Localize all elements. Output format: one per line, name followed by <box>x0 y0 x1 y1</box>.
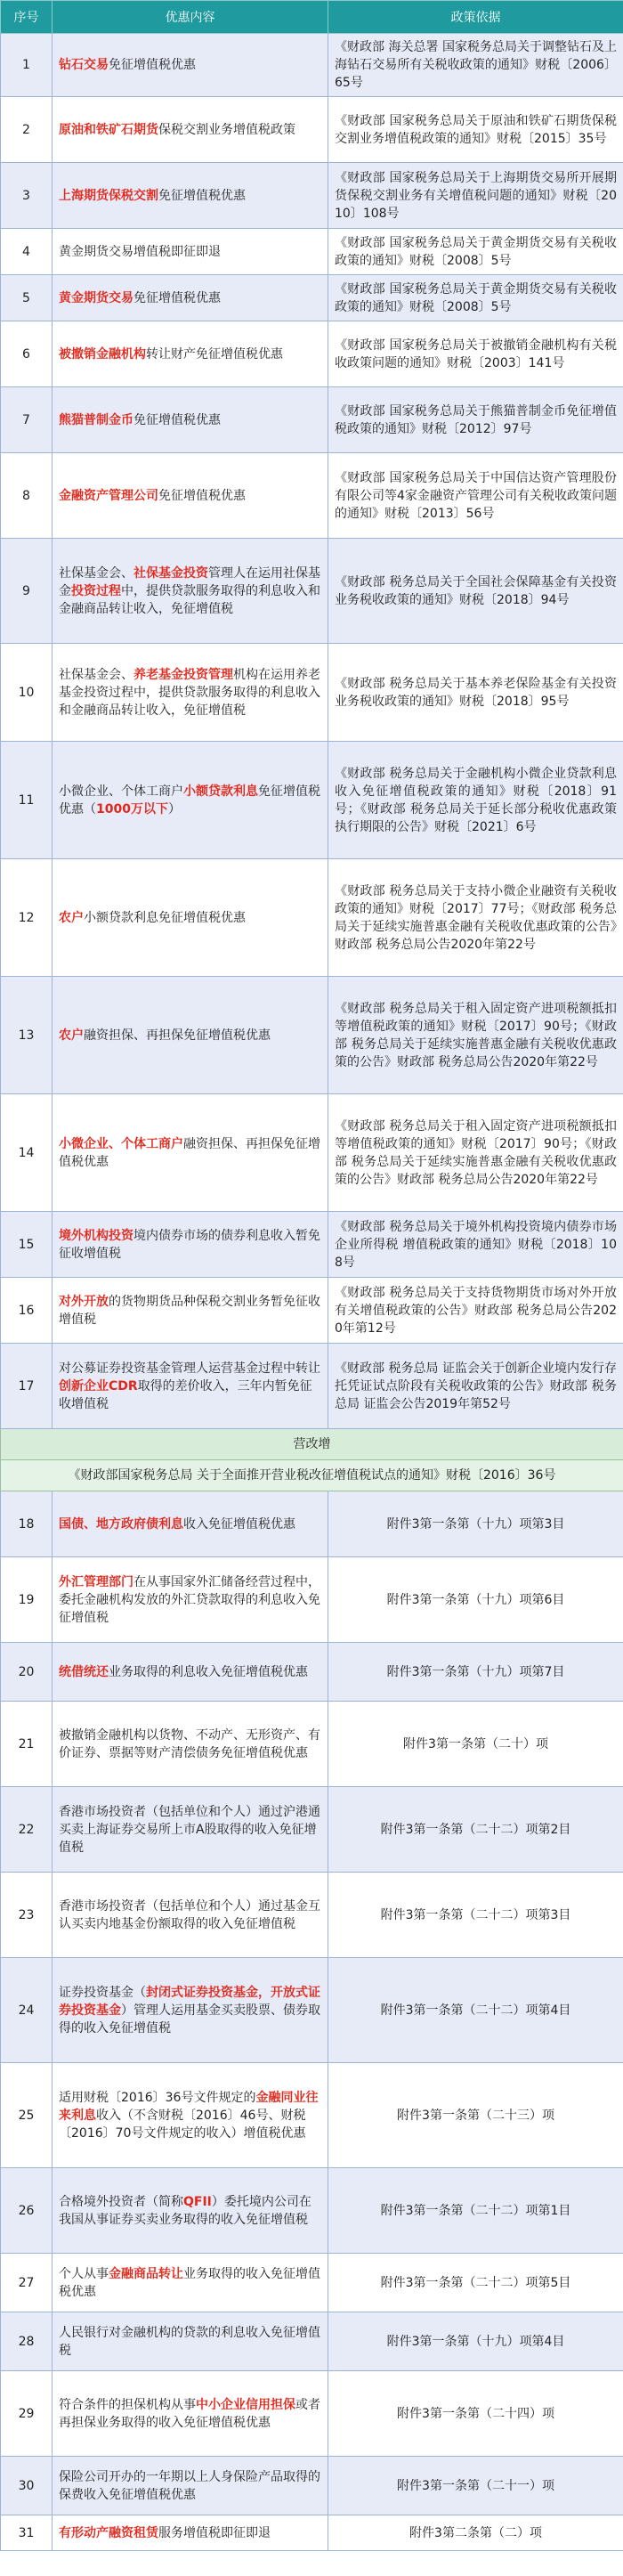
table-row <box>1 977 623 1094</box>
highlighted-text: 熊猫普制金币 <box>59 412 134 427</box>
highlighted-text: 投资过程 <box>71 583 121 598</box>
row-number: 25 <box>1 2063 53 2168</box>
table-row <box>1 859 623 977</box>
table-row <box>1 2371 623 2457</box>
section-title-row <box>1 1429 623 1460</box>
row-policy-basis: 附件3第一条第（二十）项 <box>328 1702 623 1787</box>
content-text: 黄金期货交易增值税即征即退 <box>59 244 221 259</box>
content-text: 香港市场投资者（包括单位和个人）通过基金互认买卖内地基金份额取得的收入免征增值税 <box>59 1898 320 1931</box>
highlighted-text: 统借统还 <box>59 1664 109 1679</box>
highlighted-text: 被撤销金融机构 <box>59 346 146 362</box>
highlighted-text: 黄金期货交易 <box>59 290 134 305</box>
row-policy-basis: 《财政部 海关总署 国家税务总局关于调整钻石及上海钻石交易所有关税收政策的通知》财税〔2006〕65号 <box>328 34 623 97</box>
content-text: 小额贷款利息免征增值税优惠 <box>84 910 246 925</box>
row-content <box>53 2254 328 2312</box>
row-number: 5 <box>1 275 53 321</box>
row-content <box>53 34 328 97</box>
content-text: 业务取得的收入免征增值税优惠 <box>59 2266 320 2299</box>
row-number: 29 <box>1 2371 53 2457</box>
row-policy-basis: 《财政部 国家税务总局关于上海期货交易所开展期货保税交割业务有关增值税问题的通知》财税〔2010〕108号 <box>328 163 623 229</box>
row-policy-basis: 《财政部 国家税务总局关于黄金期货交易有关税收政策的通知》财税〔2008〕5号 <box>328 275 623 321</box>
row-number: 20 <box>1 1643 53 1702</box>
row-content <box>53 1094 328 1212</box>
content-text: 保税交割业务增值税政策 <box>158 122 295 137</box>
header-content: 优惠内容 <box>53 1 328 34</box>
content-text: 收入免征增值税优惠 <box>183 1516 295 1532</box>
content-text: 融资担保、再担保免征增值税优惠 <box>84 1028 271 1043</box>
row-content <box>53 275 328 321</box>
row-content <box>53 644 328 742</box>
row-policy-basis: 《财政部 税务总局 证监会关于创新企业境内发行存托凭证试点阶段有关税收政策的公告》财政部 税务总局 证监会公告2019年第52号 <box>328 1344 623 1429</box>
row-number: 7 <box>1 387 53 453</box>
row-policy-basis: 《财政部 税务总局关于基本养老保险基金有关投资业务税收政策的通知》财税〔2018〕95号 <box>328 644 623 742</box>
row-content <box>53 229 328 275</box>
row-content <box>53 321 328 387</box>
row-number: 4 <box>1 229 53 275</box>
table-row <box>1 1094 623 1212</box>
row-number: 22 <box>1 1787 53 1873</box>
row-policy-basis: 《财政部 国家税务总局关于黄金期货交易有关税收政策的通知》财税〔2008〕5号 <box>328 229 623 275</box>
content-text: 免征增值税优惠 <box>158 488 246 503</box>
row-policy-basis: 《财政部 税务总局关于全国社会保障基金有关投资业务税收政策的通知》财税〔2018〕94号 <box>328 539 623 644</box>
row-policy-basis: 附件3第一条第（二十二）项第3目 <box>328 1873 623 1958</box>
content-text: ）管理人运用基金买卖股票、债券取得的收入免征增值税 <box>59 2003 320 2036</box>
highlighted-text: 金融同业往来利息 <box>59 2090 319 2123</box>
row-content <box>53 1787 328 1873</box>
content-text: 免征增值税优惠 <box>134 290 221 305</box>
content-text: 小微企业、个体工商户 <box>59 784 183 799</box>
highlighted-text: 国债、地方政府债利息 <box>59 1516 183 1532</box>
row-policy-basis: 《财政部 国家税务总局关于熊猫普制金币免征增值税政策的通知》财税〔2012〕97号 <box>328 387 623 453</box>
row-number: 27 <box>1 2254 53 2312</box>
row-number: 9 <box>1 539 53 644</box>
table-row <box>1 387 623 453</box>
content-text: 被撤销金融机构以货物、不动产、无形资产、有价证券、票据等财产清偿债务免征增值税优惠 <box>59 1727 320 1760</box>
row-content <box>53 387 328 453</box>
content-text: 合格境外投资者（简称 <box>59 2194 183 2209</box>
row-policy-basis: 附件3第一条第（二十三）项 <box>328 2063 623 2168</box>
table-body-group-1 <box>1 34 623 1429</box>
highlighted-text: 封闭式证券投资基金，开放式证券投资基金 <box>59 1985 320 2018</box>
row-content <box>53 977 328 1094</box>
content-text: 的货物期货品种保税交割业务暂免征收增值税 <box>59 1294 320 1327</box>
content-text: 香港市场投资者（包括单位和个人）通过沪港通买卖上海证券交易所上市A股取得的收入免征增值税 <box>59 1804 320 1855</box>
highlighted-text: 对外开放 <box>59 1294 109 1309</box>
highlighted-text: QFII <box>183 2194 212 2209</box>
table-row <box>1 1702 623 1787</box>
content-text: 免征增值税优惠 <box>158 188 246 203</box>
content-text: 中，提供贷款服务取得的利息收入和金融商品转让收入，免征增值税 <box>59 583 320 616</box>
content-text: 人民银行对金融机构的贷款的利息收入免征增值税 <box>59 2325 320 2358</box>
table-row <box>1 1787 623 1873</box>
table-row <box>1 97 623 163</box>
row-content <box>53 2457 328 2515</box>
highlighted-text: 外汇管理部门 <box>59 1574 134 1589</box>
row-content <box>53 742 328 859</box>
content-text: 符合条件的担保机构从事 <box>59 2397 196 2412</box>
row-policy-basis: 《财政部 国家税务总局关于原油和铁矿石期货保税交割业务增值税政策的通知》财税〔2015〕35号 <box>328 97 623 163</box>
row-policy-basis: 附件3第一条第（二十二）项第4目 <box>328 1958 623 2063</box>
highlighted-text: 小微企业、个体工商户 <box>59 1136 183 1151</box>
content-text: 适用财税〔2016〕36号文件规定的 <box>59 2090 256 2105</box>
table-row <box>1 2168 623 2254</box>
row-content <box>53 2168 328 2254</box>
row-number: 12 <box>1 859 53 977</box>
table-row <box>1 1873 623 1958</box>
row-policy-basis: 《财政部 税务总局关于租入固定资产进项税额抵扣等增值税政策的通知》财税〔2017〕90号；《财政部 税务总局关于延续实施普惠金融有关税收优惠政策的公告》财政部 税务总局公告2020年第22号 <box>328 1094 623 1212</box>
row-number: 1 <box>1 34 53 97</box>
row-number: 6 <box>1 321 53 387</box>
content-text: 在从事国家外汇储备经营过程中，委托金融机构发放的外汇贷款取得的利息收入免征增值税 <box>59 1574 320 1625</box>
row-number: 28 <box>1 2312 53 2371</box>
row-policy-basis: 附件3第一条第（十九）项第6目 <box>328 1557 623 1643</box>
table-row <box>1 1491 623 1557</box>
section-block <box>1 1429 623 1491</box>
content-text: 保险公司开办的一年期以上人身保险产品取得的保费收入免征增值税优惠 <box>59 2469 320 2502</box>
row-number: 3 <box>1 163 53 229</box>
row-content <box>53 1278 328 1344</box>
table-row <box>1 1212 623 1278</box>
row-policy-basis: 附件3第一条第（十九）项第4目 <box>328 2312 623 2371</box>
content-text: 社保基金会、 <box>59 667 134 682</box>
row-content <box>53 453 328 539</box>
table-row <box>1 275 623 321</box>
content-text: 转让财产免征增值税优惠 <box>146 346 283 362</box>
row-policy-basis: 《财政部 税务总局关于支持货物期货市场对外开放有关增值税政策的公告》财政部 税务总局公告2020年第12号 <box>328 1278 623 1344</box>
row-number: 24 <box>1 1958 53 2063</box>
content-text: 免征增值税优惠（ <box>59 784 320 817</box>
table-row <box>1 321 623 387</box>
row-content <box>53 2312 328 2371</box>
row-number: 31 <box>1 2515 53 2551</box>
table-body-group-2 <box>1 1491 623 2551</box>
table-row <box>1 229 623 275</box>
row-policy-basis: 《财政部 税务总局关于支持小微企业融资有关税收政策的通知》财税〔2017〕77号；《财政部 税务总局关于延续实施普惠金融有关税收优惠政策的公告》财政部 税务总局公告2020年第22号 <box>328 859 623 977</box>
table-row <box>1 1344 623 1429</box>
content-text: 管理人在运用社保基金 <box>59 565 320 598</box>
highlighted-text: 金融商品转让 <box>109 2266 183 2281</box>
table-row <box>1 1557 623 1643</box>
row-content <box>53 1958 328 2063</box>
table-row <box>1 2312 623 2371</box>
highlighted-text: 农户 <box>59 910 84 925</box>
row-policy-basis: 附件3第一条第（二十二）项第2目 <box>328 1787 623 1873</box>
content-text: 机构在运用养老基金投资过程中，提供贷款服务取得的利息收入和金融商品转让收入，免征增值税 <box>59 667 320 718</box>
row-content <box>53 1643 328 1702</box>
row-number: 18 <box>1 1491 53 1557</box>
row-number: 15 <box>1 1212 53 1278</box>
row-policy-basis: 附件3第一条第（二十四）项 <box>328 2371 623 2457</box>
highlighted-text: 钻石交易 <box>59 58 109 72</box>
table-row <box>1 1958 623 2063</box>
section-title: 营改增 <box>1 1429 623 1460</box>
row-policy-basis: 附件3第一条第（二十二）项第5目 <box>328 2254 623 2312</box>
row-policy-basis: 《财政部 税务总局关于金融机构小微企业贷款利息收入免征增值税政策的通知》财税〔2018〕91号；《财政部 税务总局关于延长部分税收优惠政策执行期限的公告》财税〔2021〕6号 <box>328 742 623 859</box>
row-number: 16 <box>1 1278 53 1344</box>
row-content <box>53 1212 328 1278</box>
row-number: 30 <box>1 2457 53 2515</box>
row-policy-basis: 附件3第二条第（二）项 <box>328 2515 623 2551</box>
row-policy-basis: 《财政部 税务总局关于境外机构投资境内债券市场企业所得税 增值税政策的通知》财税〔2018〕108号 <box>328 1212 623 1278</box>
table-row <box>1 2063 623 2168</box>
table-row <box>1 34 623 97</box>
row-content <box>53 2515 328 2551</box>
section-basis: 《财政部国家税务总局 关于全面推开营业税改征增值税试点的通知》财税〔2016〕36号 <box>1 1460 623 1491</box>
highlighted-text: 社保基金投资 <box>134 565 208 581</box>
content-text: 免征增值税优惠 <box>109 58 196 72</box>
row-number: 21 <box>1 1702 53 1787</box>
content-text: 境内债券市场的债券利息收入暂免征收增值税 <box>59 1228 320 1261</box>
content-text: 对公募证券投资基金管理人运营基金过程中转让 <box>59 1361 320 1376</box>
content-text: 取得的差价收入，三年内暂免征收增值税 <box>59 1378 312 1411</box>
table-row <box>1 2457 623 2515</box>
row-number: 8 <box>1 453 53 539</box>
row-content <box>53 2063 328 2168</box>
row-policy-basis: 附件3第一条第（二十二）项第1目 <box>328 2168 623 2254</box>
row-content <box>53 1557 328 1643</box>
header-number: 序号 <box>1 1 53 34</box>
row-number: 26 <box>1 2168 53 2254</box>
content-text: 融资担保、再担保免征增值税优惠 <box>59 1136 320 1169</box>
row-content <box>53 1491 328 1557</box>
row-number: 10 <box>1 644 53 742</box>
highlighted-text: 小额贷款利息 <box>183 784 258 799</box>
row-number: 19 <box>1 1557 53 1643</box>
highlighted-text: 创新企业CDR <box>59 1378 138 1394</box>
table-row <box>1 2515 623 2551</box>
row-policy-basis: 附件3第一条第（十九）项第3目 <box>328 1491 623 1557</box>
content-text: 社保基金会、 <box>59 565 134 581</box>
content-text: 或者再担保业务取得的收入免征增值税优惠 <box>59 2397 320 2430</box>
content-text: ） <box>167 801 181 817</box>
table-row <box>1 453 623 539</box>
header-basis: 政策依据 <box>328 1 623 34</box>
content-text: 免征增值税优惠 <box>134 412 221 427</box>
section-basis-row <box>1 1460 623 1491</box>
row-content <box>53 539 328 644</box>
content-text: ）委托境内公司在我国从事证券买卖业务取得的收入免征增值税 <box>59 2194 312 2227</box>
highlighted-text: 农户 <box>59 1028 84 1043</box>
highlighted-text: 养老基金投资管理 <box>134 667 233 682</box>
content-text: 个人从事 <box>59 2266 109 2281</box>
highlighted-text: 境外机构投资 <box>59 1228 134 1243</box>
highlighted-text: 1000万以下 <box>96 801 168 817</box>
highlighted-text: 有形动产融资租赁 <box>59 2525 158 2540</box>
row-number: 23 <box>1 1873 53 1958</box>
row-number: 2 <box>1 97 53 163</box>
row-policy-basis: 《财政部 国家税务总局关于被撤销金融机构有关税收政策问题的通知》财税〔2003〕141号 <box>328 321 623 387</box>
highlighted-text: 中小企业信用担保 <box>196 2397 295 2412</box>
row-policy-basis: 附件3第一条第（二十一）项 <box>328 2457 623 2515</box>
highlighted-text: 金融资产管理公司 <box>59 488 158 503</box>
row-content <box>53 1873 328 1958</box>
table-row <box>1 1643 623 1702</box>
highlighted-text: 上海期货保税交割 <box>59 188 158 203</box>
row-content <box>53 97 328 163</box>
table-row <box>1 644 623 742</box>
row-content <box>53 1344 328 1429</box>
highlighted-text: 原油和铁矿石期货 <box>59 122 158 137</box>
table-row <box>1 2254 623 2312</box>
row-content <box>53 2371 328 2457</box>
row-policy-basis: 附件3第一条第（十九）项第7目 <box>328 1643 623 1702</box>
row-content <box>53 163 328 229</box>
table-row <box>1 742 623 859</box>
row-number: 14 <box>1 1094 53 1212</box>
content-text: 收入（不含财税〔2016〕46号、财税〔2016〕70号文件规定的收入）增值税优惠 <box>59 2108 306 2141</box>
row-policy-basis: 《财政部 国家税务总局关于中国信达资产管理股份有限公司等4家金融资产管理公司有关税收政策问题的通知》财税〔2013〕56号 <box>328 453 623 539</box>
table-row <box>1 163 623 229</box>
row-number: 17 <box>1 1344 53 1429</box>
row-content <box>53 1702 328 1787</box>
row-number: 13 <box>1 977 53 1094</box>
row-number: 11 <box>1 742 53 859</box>
row-policy-basis: 《财政部 税务总局关于租入固定资产进项税额抵扣等增值税政策的通知》财税〔2017〕90号；《财政部 税务总局关于延续实施普惠金融有关税收优惠政策的公告》财政部 税务总局公告2020年第22号 <box>328 977 623 1094</box>
content-text: 证券投资基金（ <box>59 1985 146 2000</box>
row-content <box>53 859 328 977</box>
table-row <box>1 539 623 644</box>
table-header-row <box>1 1 623 34</box>
content-text: 业务取得的利息收入免征增值税优惠 <box>109 1664 308 1679</box>
content-text: 服务增值税即征即退 <box>158 2525 271 2540</box>
table-row <box>1 1278 623 1344</box>
